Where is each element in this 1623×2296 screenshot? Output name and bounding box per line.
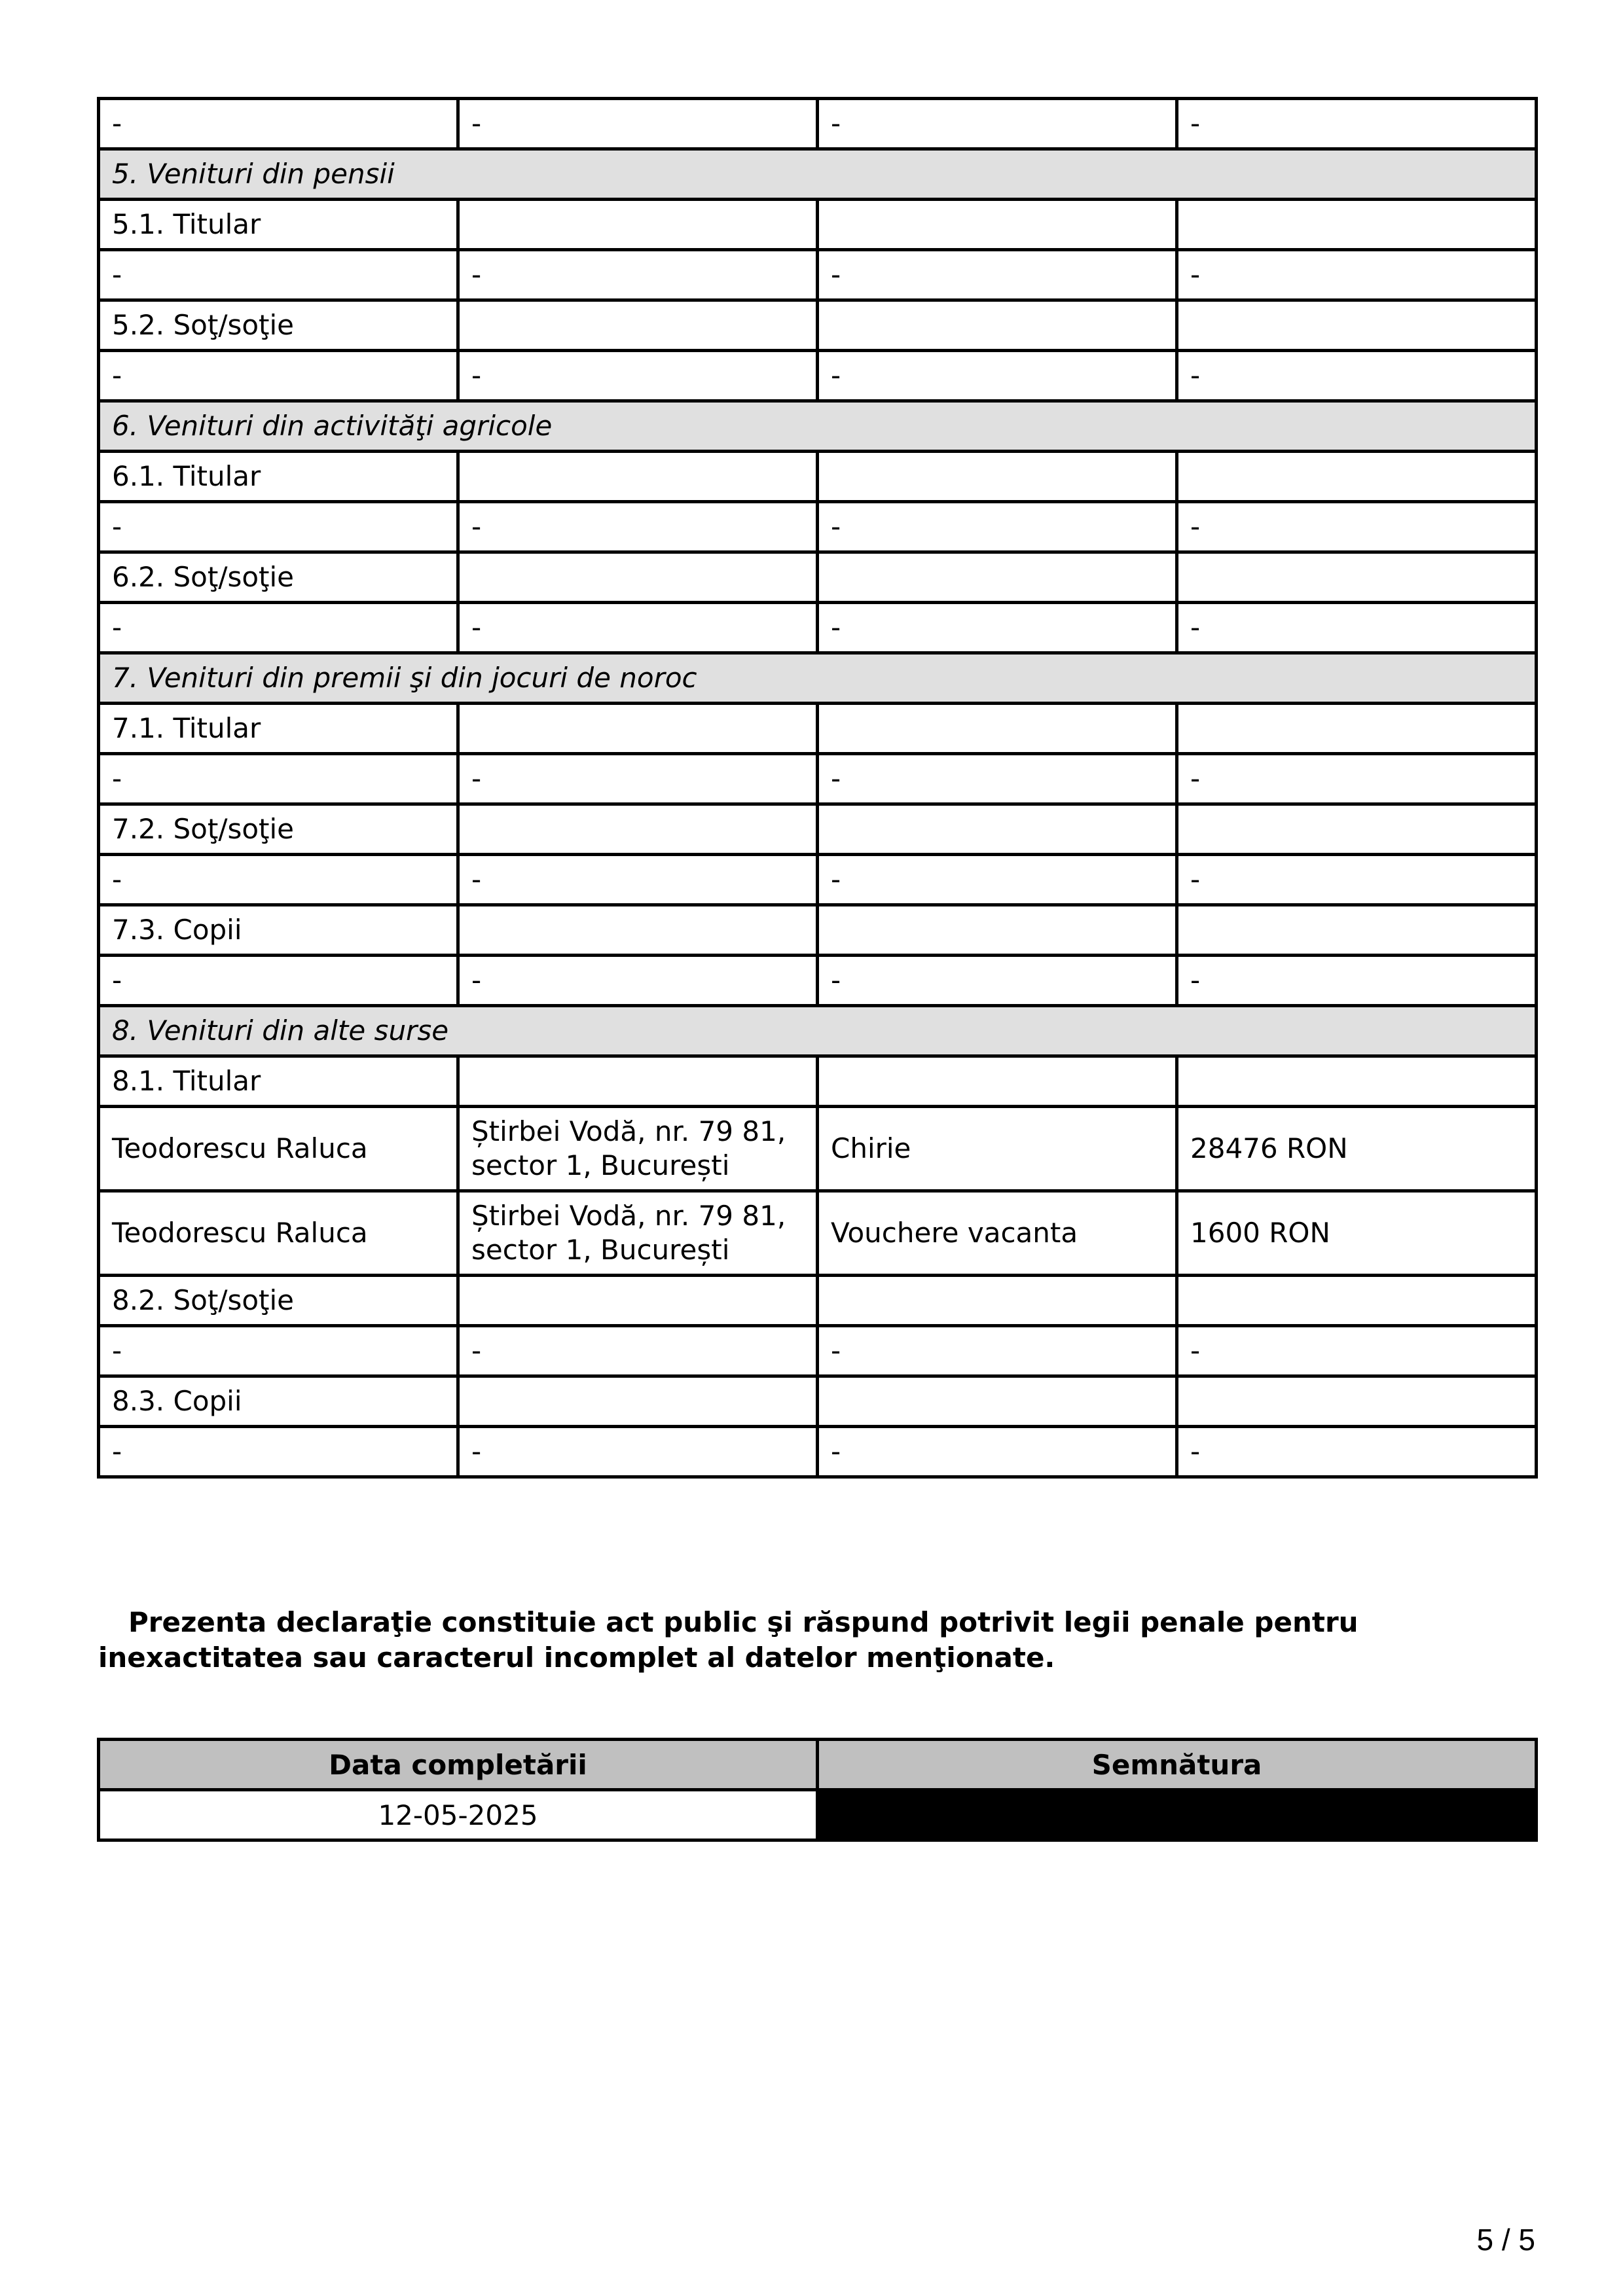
table-cell — [818, 200, 1177, 250]
section-header-row — [99, 653, 1537, 704]
table-cell: - — [818, 855, 1177, 905]
signature-header: Semnătura — [818, 1740, 1537, 1790]
table-cell: - — [1177, 1326, 1537, 1376]
table-cell: - — [99, 754, 458, 804]
table-cell: - — [458, 754, 818, 804]
table-cell — [818, 804, 1177, 855]
table-cell: - — [99, 956, 458, 1006]
table-cell — [1177, 1276, 1537, 1326]
table-row — [99, 1276, 1537, 1326]
table-cell — [818, 704, 1177, 754]
table-cell: - — [818, 351, 1177, 401]
table-row — [99, 603, 1537, 653]
table-cell: 8.2. Soţ/soţie — [99, 1276, 458, 1326]
table-cell: 7.1. Titular — [99, 704, 458, 754]
table-cell: - — [99, 502, 458, 552]
section-header-row — [99, 1006, 1537, 1056]
table-cell — [1177, 704, 1537, 754]
table-cell: - — [1177, 603, 1537, 653]
table-cell: - — [1177, 99, 1537, 149]
table-row — [99, 1191, 1537, 1276]
table-cell: 8.3. Copii — [99, 1376, 458, 1427]
table-cell — [818, 1056, 1177, 1107]
table-cell — [818, 552, 1177, 603]
table-cell: 6.1. Titular — [99, 452, 458, 502]
table-cell — [1177, 905, 1537, 956]
section-title: 8. Venituri din alte surse — [99, 1006, 1537, 1056]
table-cell: - — [458, 250, 818, 300]
table-row — [99, 804, 1537, 855]
table-cell: - — [818, 956, 1177, 1006]
table-row — [99, 99, 1537, 149]
table-cell — [1177, 1376, 1537, 1427]
table-cell: - — [458, 351, 818, 401]
table-cell — [1177, 804, 1537, 855]
table-cell: - — [458, 956, 818, 1006]
table-cell — [1177, 300, 1537, 351]
table-cell — [458, 1276, 818, 1326]
table-cell: 7.3. Copii — [99, 905, 458, 956]
table-row — [99, 956, 1537, 1006]
table-cell: - — [818, 1326, 1177, 1376]
table-row — [99, 754, 1537, 804]
table-cell — [818, 905, 1177, 956]
table-cell: 6.2. Soţ/soţie — [99, 552, 458, 603]
table-cell — [1177, 552, 1537, 603]
table-row — [99, 300, 1537, 351]
table-cell: - — [1177, 250, 1537, 300]
table-cell: - — [818, 250, 1177, 300]
table-cell: 5.1. Titular — [99, 200, 458, 250]
table-cell: - — [99, 855, 458, 905]
table-row — [99, 1427, 1537, 1477]
table-cell: 8.1. Titular — [99, 1056, 458, 1107]
signature-table — [97, 1738, 1538, 1842]
table-cell — [818, 300, 1177, 351]
table-cell — [458, 804, 818, 855]
table-cell — [458, 905, 818, 956]
table-cell — [1177, 200, 1537, 250]
declaration-statement: Prezenta declaraţie constituie act public şi răspund potrivit legii penale pentru inexactitatea sau caracterul incomplet al datelor menţionate. — [98, 1606, 1359, 1674]
table-cell: - — [99, 1326, 458, 1376]
table-cell: - — [818, 502, 1177, 552]
table-row — [99, 250, 1537, 300]
income-table — [97, 97, 1538, 1479]
redacted-signature — [818, 1790, 1537, 1840]
table-cell — [818, 1376, 1177, 1427]
table-cell: 1600 RON — [1177, 1191, 1537, 1276]
table-cell: - — [458, 855, 818, 905]
table-cell: - — [458, 502, 818, 552]
table-cell: - — [99, 603, 458, 653]
table-cell: - — [1177, 351, 1537, 401]
table-cell: - — [818, 754, 1177, 804]
table-cell: 28476 RON — [1177, 1107, 1537, 1191]
table-cell: - — [818, 603, 1177, 653]
table-row — [99, 1107, 1537, 1191]
section-header-row — [99, 149, 1537, 200]
table-row — [99, 855, 1537, 905]
table-cell: Știrbei Vodă, nr. 79 81, sector 1, București — [458, 1191, 818, 1276]
table-cell: - — [1177, 502, 1537, 552]
table-cell: Știrbei Vodă, nr. 79 81, sector 1, București — [458, 1107, 818, 1191]
completion-date: 12-05-2025 — [99, 1790, 818, 1840]
table-cell — [458, 1376, 818, 1427]
section-title: 7. Venituri din premii şi din jocuri de noroc — [99, 653, 1537, 704]
table-cell — [818, 1276, 1177, 1326]
signature-table-value-row — [99, 1790, 1537, 1840]
table-cell: - — [99, 1427, 458, 1477]
table-cell: 5.2. Soţ/soţie — [99, 300, 458, 351]
table-row — [99, 704, 1537, 754]
table-cell: - — [1177, 855, 1537, 905]
income-table-body — [99, 99, 1537, 1477]
table-cell — [458, 452, 818, 502]
table-cell — [458, 1056, 818, 1107]
table-cell: - — [458, 99, 818, 149]
table-row — [99, 1376, 1537, 1427]
table-cell — [1177, 1056, 1537, 1107]
table-cell: Teodorescu Raluca — [99, 1191, 458, 1276]
table-row — [99, 502, 1537, 552]
table-cell: - — [99, 250, 458, 300]
table-cell: Teodorescu Raluca — [99, 1107, 458, 1191]
table-cell: - — [99, 351, 458, 401]
table-row — [99, 1056, 1537, 1107]
table-row — [99, 552, 1537, 603]
table-cell: - — [458, 1427, 818, 1477]
table-cell: - — [818, 1427, 1177, 1477]
section-header-row — [99, 401, 1537, 452]
table-cell: - — [818, 99, 1177, 149]
table-cell — [1177, 452, 1537, 502]
table-cell: Chirie — [818, 1107, 1177, 1191]
table-cell: - — [1177, 754, 1537, 804]
section-title: 5. Venituri din pensii — [99, 149, 1537, 200]
table-row — [99, 1326, 1537, 1376]
table-row — [99, 452, 1537, 502]
date-header: Data completării — [99, 1740, 818, 1790]
table-row — [99, 351, 1537, 401]
table-cell — [458, 300, 818, 351]
table-cell: 7.2. Soţ/soţie — [99, 804, 458, 855]
table-cell — [458, 552, 818, 603]
signature-table-header-row — [99, 1740, 1537, 1790]
table-cell: - — [458, 603, 818, 653]
table-cell — [458, 704, 818, 754]
table-cell: - — [99, 99, 458, 149]
table-cell: - — [458, 1326, 818, 1376]
table-row — [99, 200, 1537, 250]
page-number: 5 / 5 — [1476, 2223, 1535, 2257]
table-cell: - — [1177, 1427, 1537, 1477]
table-row — [99, 905, 1537, 956]
table-cell: Vouchere vacanta — [818, 1191, 1177, 1276]
table-cell — [458, 200, 818, 250]
section-title: 6. Venituri din activităţi agricole — [99, 401, 1537, 452]
table-cell: - — [1177, 956, 1537, 1006]
table-cell — [818, 452, 1177, 502]
